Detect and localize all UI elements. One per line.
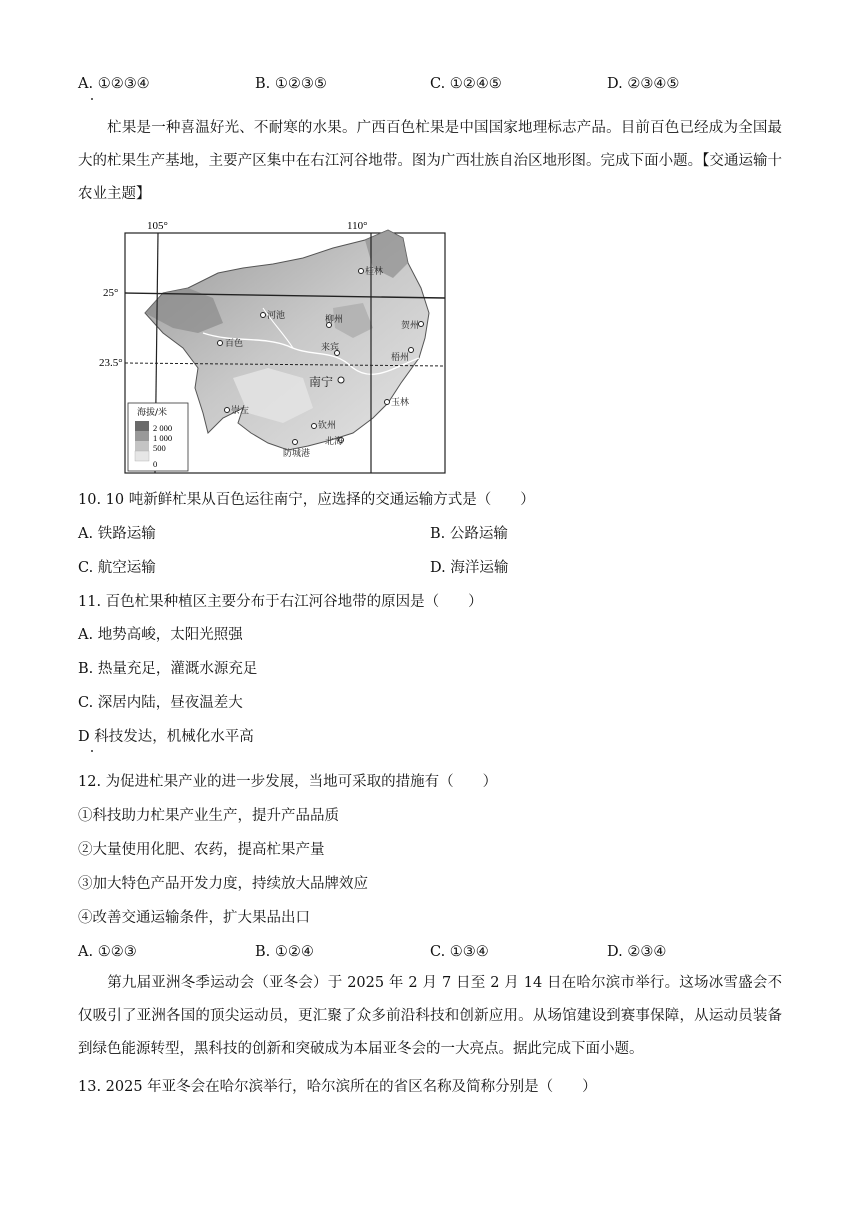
q12-option-a: A. ①②③ (78, 944, 137, 960)
q12-option-c: C. ①③④ (430, 944, 489, 960)
q10-option-a: A. 铁路运输 (78, 526, 156, 542)
city-hechi: 河池 (267, 311, 286, 321)
q10-stem: 10. 10 吨新鲜杧果从百色运往南宁，应选择的交通运输方式是（ ） (78, 492, 535, 508)
q11-option-a: A. 地势高峻，太阳光照强 (78, 627, 243, 643)
q12-item-1: ①科技助力杧果产业生产，提升产品品质 (78, 808, 339, 824)
city-qinzhou: 钦州 (318, 421, 337, 431)
passage-asian-winter-games (78, 967, 782, 1066)
legend-2000: 2 000 (153, 423, 173, 433)
q13-stem: 13. 2025 年亚冬会在哈尔滨举行，哈尔滨所在的省区名称及简称分别是（ ） (78, 1079, 597, 1095)
city-baise-dot (218, 341, 223, 346)
legend-0: 0 (153, 459, 158, 469)
city-chongzuo: 崇左 (231, 406, 250, 416)
q9-option-a: A. ①②③④ (78, 76, 150, 92)
lon-label-110: 110° (347, 220, 368, 232)
city-yulin-dot (385, 400, 390, 405)
ocr-dot (91, 750, 93, 752)
city-qinzhou-dot (312, 424, 317, 429)
city-guilin: 桂林 (365, 267, 384, 277)
q11-option-b: B. 热量充足，灌溉水源充足 (78, 661, 258, 677)
q12-option-d: D. ②③④ (607, 944, 667, 960)
guangxi-terrain-map (99, 218, 453, 478)
city-yulin: 玉林 (391, 398, 410, 408)
q9-option-c: C. ①②④⑤ (430, 76, 502, 92)
city-baise: 百色 (225, 339, 244, 349)
city-guilin-dot (359, 269, 364, 274)
city-fangchenggang-dot (293, 440, 298, 445)
passage-mango-text: 杧果是一种喜温好光、不耐寒的水果。广西百色杧果是中国国家地理标志产品。目前百色已经成为全国最大的杧果生产基地，主要产区集中在右江河谷地带。图为广西壮族自治区地形图。完成下面小题。【交通运输十农业主题】 (78, 120, 782, 202)
passage-mango (78, 112, 782, 211)
q12-option-b: B. ①②④ (255, 944, 314, 960)
map-legend (128, 403, 188, 471)
legend-1000: 1 000 (153, 433, 173, 443)
q11-option-c: C. 深居内陆，昼夜温差大 (78, 695, 243, 711)
q10-option-c: C. 航空运输 (78, 560, 156, 576)
city-hechi-dot (261, 313, 266, 318)
q12-item-3: ③加大特色产品开发力度，持续放大品牌效应 (78, 876, 368, 892)
q10-option-b: B. 公路运输 (430, 526, 508, 542)
city-nanning: 南宁 (309, 375, 334, 389)
q12-item-4: ④改善交通运输条件，扩大果品出口 (78, 910, 310, 926)
passage-asian-winter-games-text: 第九届亚洲冬季运动会（亚冬会）于 2025 年 2 月 7 日至 2 月 14 日在哈尔滨市举行。这场冰雪盛会不仅吸引了亚洲各国的顶尖运动员，更汇聚了众多前沿科技和创新应用。从场馆建设到赛事保障，从运动员装备到绿色能源转型，黑科技的创新和突破成为本届亚冬会的一大亮点。据此完成下面小题。 (78, 975, 782, 1057)
city-hezhou: 贺州 (401, 321, 420, 331)
city-wuzhou: 梧州 (391, 353, 410, 363)
q11-option-d: D 科技发达，机械化水平高 (78, 729, 254, 745)
city-liuzhou: 柳州 (325, 315, 344, 325)
legend-title: 海拔/米 (137, 408, 168, 418)
legend-500: 500 (153, 443, 166, 453)
q9-option-d: D. ②③④⑤ (607, 76, 680, 92)
q9-option-b: B. ①②③⑤ (255, 76, 327, 92)
ocr-dot (91, 98, 93, 100)
city-fangchenggang: 防城港 (283, 449, 311, 459)
city-chongzuo-dot (225, 408, 230, 413)
lon-label-105: 105° (147, 220, 168, 232)
city-beihai: 北海 (325, 437, 344, 447)
q10-option-d: D. 海洋运输 (430, 560, 509, 576)
q12-item-2: ②大量使用化肥、农药，提高杧果产量 (78, 842, 325, 858)
q11-stem: 11. 百色杧果种植区主要分布于右江河谷地带的原因是（ ） (78, 594, 483, 610)
city-laibin: 来宾 (321, 343, 340, 353)
city-hezhou-dot (419, 322, 424, 327)
lat-label-25: 25° (103, 287, 119, 299)
lat-label-23-5: 23.5° (99, 357, 123, 369)
q12-stem: 12. 为促进杧果产业的进一步发展，当地可采取的措施有（ ） (78, 774, 498, 790)
city-nanning-dot (338, 377, 344, 383)
city-wuzhou-dot (409, 348, 414, 353)
